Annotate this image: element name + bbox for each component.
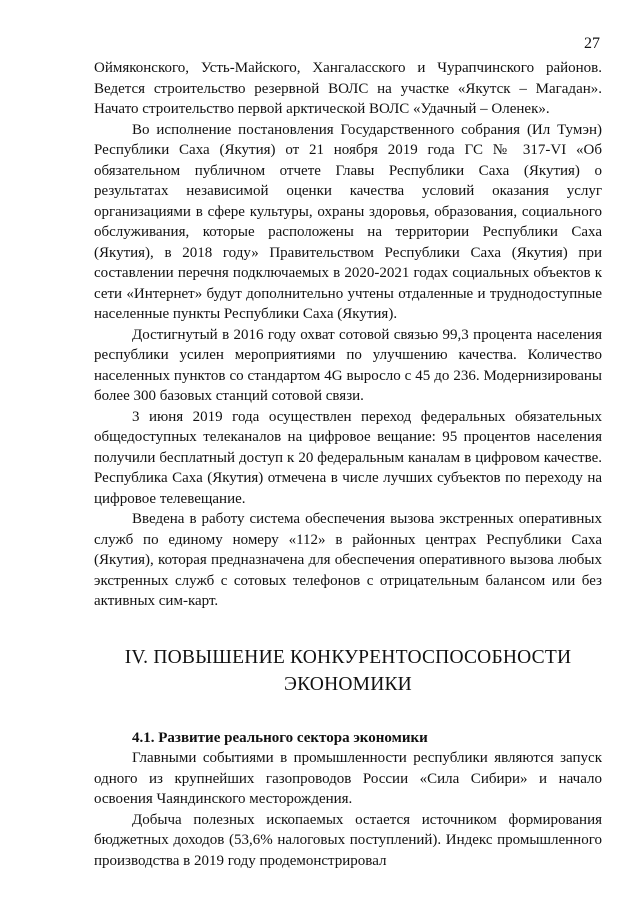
section-title — [94, 644, 602, 698]
page-number: 27 — [584, 35, 600, 52]
document-body — [94, 58, 602, 871]
paragraph-top-1: Оймяконского, Усть-Майского, Хангаласского и Чурапчинского районов. Ведется строительство резервной ВОЛС на участке «Якутск – Магадан». Начато строительство первой арктической ВОЛС «Удачный – Оленек». — [94, 60, 602, 117]
paragraph-top-2: Во исполнение постановления Государственного собрания (Ил Тумэн) Республики Саха (Якутия) от 21 ноября 2019 года ГС № 317-VI «Об обязательном публичном отчете Главы Республики Саха (Якутия) о результатах независимой оценки качества условий оказания услуг организациями в сфере культуры, охраны здоровья, образования, социального обслуживания, которые расположены на территории Республики Саха (Якутия), в 2018 году» Правительством Республики Саха (Якутия) при составлении перечня подключаемых в 2020-2021 годах социальных объектов к сети «Интернет» будут дополнительно учтены отдаленные и труднодоступные населенные пункты Республики Саха (Якутия). — [94, 121, 602, 322]
section-title-line-2: ЭКОНОМИКИ — [284, 673, 412, 695]
paragraph-bottom-1: Главными событиями в промышленности республики являются запуск одного из крупнейших газопроводов России «Сила Сибири» и начало освоения Чаяндинского месторождения. — [94, 750, 602, 807]
paragraph-top-5: Введена в работу система обеспечения вызова экстренных оперативных служб по единому номеру «112» в районных центрах Республики Саха (Якутия), которая предназначена для обеспечения оперативного вызова любых экстренных служб с сотовых телефонов с отрицательным балансом или без активных сим-карт. — [94, 511, 602, 609]
paragraph-bottom-2: Добыча полезных ископаемых остается источником формирования бюджетных доходов (53,6% налоговых поступлений). Индекс промышленного производства в 2019 году продемонстрировал — [94, 811, 602, 869]
subsection-title: 4.1. Развитие реального сектора экономики — [132, 729, 428, 746]
paragraph-top-3: Достигнутый в 2016 году охват сотовой связью 99,3 процента населения республики усилен мероприятиями по улучшению качества. Количество населенных пунктов со стандартом 4G выросло с 45 до 236. Модернизированы более 300 базовых станций сотовой связи. — [94, 326, 602, 404]
paragraph-top-4: 3 июня 2019 года осуществлен переход федеральных обязательных общедоступных телеканалов на цифровое вещание: 95 процентов населения получили бесплатный доступ к 20 федеральным каналам в цифровом качестве. Республика Саха (Якутия) отмечена в числе лучших субъектов по переходу на цифровое телевещание. — [94, 408, 602, 507]
section-title-line-1: IV. ПОВЫШЕНИЕ КОНКУРЕНТОСПОСОБНОСТИ — [124, 646, 572, 668]
